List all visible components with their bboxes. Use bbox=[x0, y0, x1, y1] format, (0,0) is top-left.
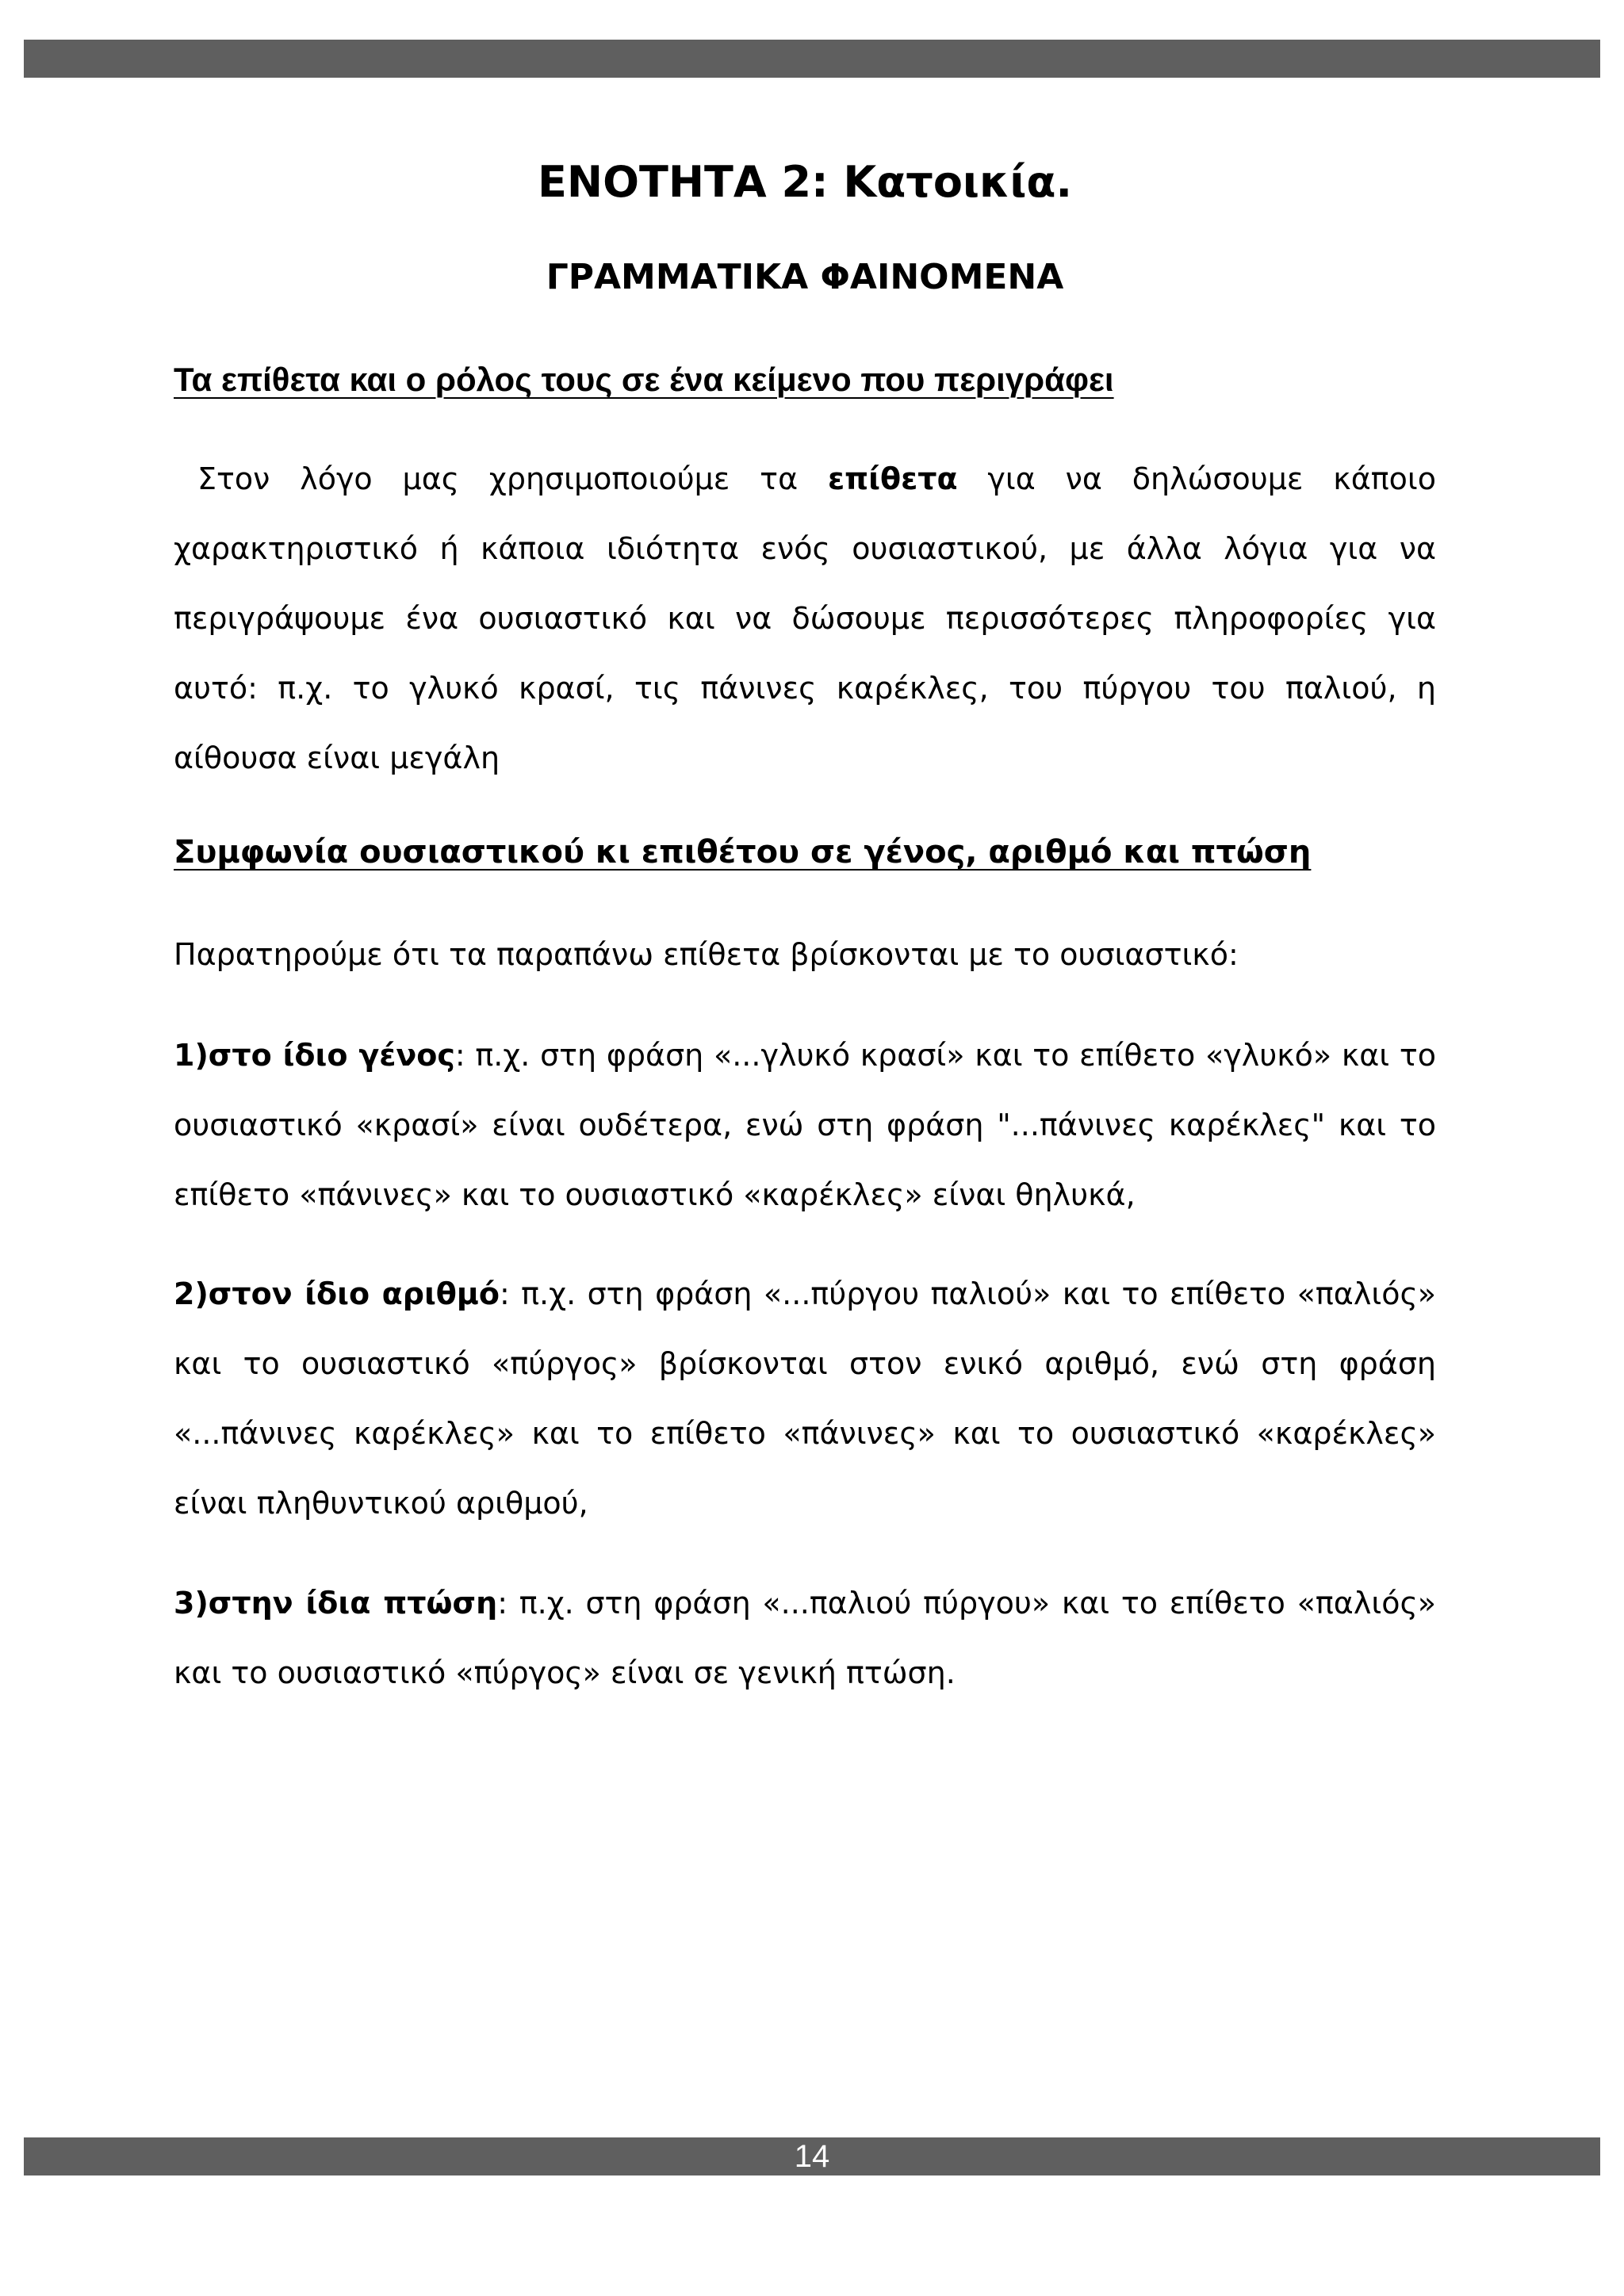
observation-paragraph: Παρατηρούμε ότι τα παραπάνω επίθετα βρίσκονται με το ουσιαστικό: bbox=[174, 937, 1239, 972]
rule-case-paragraph bbox=[174, 1568, 1436, 1708]
unit-title: ΕΝΟΤΗΤΑ 2: Κατοικία. bbox=[538, 157, 1072, 207]
section-heading: Τα επίθετα και ο ρόλος τους σε ένα κείμενο που περιγράφει bbox=[174, 361, 1114, 398]
intro-text-after: για να δηλώσουμε κάποιο χαρακτηριστικό ή κάποια ιδιότητα ενός ουσιαστικού, με άλλα λόγια για να περιγράψουμε ένα ουσιαστικό και να δώσουμε περισσότερες πληροφορίες για αυτό: π.χ. το γλυκό κρασί, τις πάνινες καρέκλες, του πύργου του παλιού, η αίθουσα είναι μεγάλη bbox=[174, 461, 1436, 775]
grammar-title: ΓΡΑΜΜΑΤΙΚΑ ΦΑΙΝΟΜΕΝΑ bbox=[546, 257, 1064, 297]
rule-number-label: 2)στον ίδιο αριθμό bbox=[174, 1276, 500, 1311]
rule-case-text: : π.χ. στη φράση «...παλιού πύργου» και το επίθετο «παλιός» και το ουσιαστικό «πύργος» είναι σε γενική πτώση. bbox=[174, 1586, 1436, 1690]
rule-number-paragraph bbox=[174, 1259, 1436, 1538]
rule-gender-label: 1)στο ίδιο γένος bbox=[174, 1038, 455, 1073]
rule-gender-text: : π.χ. στη φράση «...γλυκό κρασί» και το επίθετο «γλυκό» και το ουσιαστικό «κρασί» είναι ουδέτερα, ενώ στη φράση "...πάνινες καρέκλες" και το επίθετο «πάνινες» και το ουσιαστικό «καρέκλες» είναι θηλυκά, bbox=[174, 1038, 1436, 1212]
rule-case-label: 3)στην ίδια πτώση bbox=[174, 1586, 498, 1621]
rule-gender-paragraph bbox=[174, 1020, 1436, 1230]
header-bar bbox=[24, 40, 1600, 78]
page-number: 14 bbox=[794, 2139, 830, 2174]
rule-number-text: : π.χ. στη φράση «...πύργου παλιού» και το επίθετο «παλιός» και το ουσιαστικό «πύργος» βρίσκονται στον ενικό αριθμό, ενώ στη φράση «...πάνινες καρέκλες» και το επίθετο «πάνινες» και το ουσιαστικό «καρέκλες» είναι πληθυντικού αριθμού, bbox=[174, 1276, 1436, 1521]
intro-paragraph bbox=[174, 444, 1436, 793]
agreement-subheading: Συμφωνία ουσιαστικού κι επιθέτου σε γένος, αριθμό και πτώση bbox=[174, 834, 1312, 871]
intro-text-before: Στον λόγο μας χρησιμοποιούμε τα bbox=[197, 461, 828, 496]
intro-bold-term: επίθετα bbox=[827, 461, 958, 496]
footer-bar bbox=[24, 2137, 1600, 2175]
